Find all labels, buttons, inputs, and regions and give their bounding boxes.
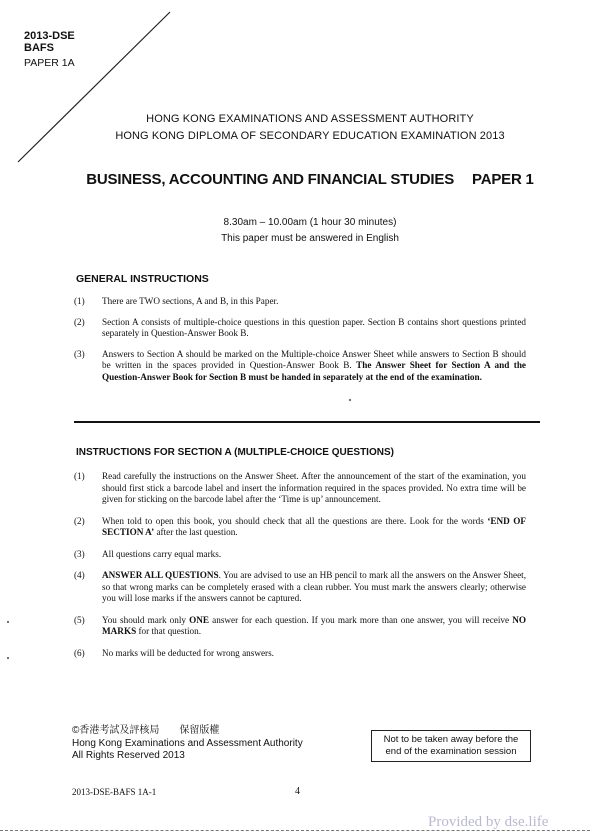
page-number: 4 bbox=[295, 786, 300, 797]
section-divider bbox=[74, 421, 540, 423]
footer-paper-code: 2013-DSE-BAFS 1A-1 bbox=[72, 787, 157, 797]
authority-heading bbox=[60, 111, 560, 145]
notice-line-2: end of the examination session bbox=[385, 746, 517, 757]
list-item: (2) Section A consists of multiple-choice questions in this question paper. Section B contains short questions printed separately in Question-Answer Book B. bbox=[74, 316, 526, 338]
page-title bbox=[60, 171, 560, 188]
list-item: (3) Answers to Section A should be marked on the Multiple-choice Answer Sheet while answers to Section B should be written in the spaces provided in Question-Answer Book B. The Answer Sheet for Section A and the Question-Answer Book for Section B must be handed in separately at the end of the examination. bbox=[74, 348, 527, 382]
authority-line-2: HONG KONG DIPLOMA OF SECONDARY EDUCATION EXAMINATION 2013 bbox=[115, 130, 505, 142]
copyright-english: Hong Kong Examinations and Assessment Authority bbox=[72, 737, 303, 749]
scan-speck bbox=[7, 621, 9, 623]
subject-title: BUSINESS, ACCOUNTING AND FINANCIAL STUDIES bbox=[86, 171, 455, 188]
list-item: (3) All questions carry equal marks. bbox=[74, 548, 222, 559]
copyright-block bbox=[72, 725, 303, 763]
exam-time: 8.30am – 10.00am (1 hour 30 minutes) bbox=[223, 217, 397, 228]
list-item: (6) No marks will be deducted for wrong answers. bbox=[74, 647, 274, 658]
paper-code-block bbox=[24, 30, 134, 69]
notice-line-1: Not to be taken away before the bbox=[383, 734, 519, 745]
scan-speck bbox=[7, 657, 9, 659]
list-item: (2) When told to open this book, you should check that all the questions are there. Look for the words ‘END OF SECTION A’ after the last question. bbox=[74, 515, 526, 537]
general-instructions-heading: GENERAL INSTRUCTIONS bbox=[76, 273, 209, 285]
exam-time-block bbox=[60, 215, 560, 247]
section-a-instructions-list bbox=[74, 471, 526, 669]
scan-edge-line bbox=[0, 830, 590, 831]
notice-box bbox=[371, 730, 531, 762]
list-item: (1) Read carefully the instructions on the Answer Sheet. After the announcement of the start of the examination, you should first stick a barcode label and insert the information required in the spaces provided. No extra time will be given for sticking on the barcode label after the ‘Time is up’ announcement. bbox=[74, 471, 526, 504]
general-instructions-list bbox=[74, 296, 526, 392]
section-a-heading: INSTRUCTIONS FOR SECTION A (MULTIPLE-CHOICE QUESTIONS) bbox=[76, 447, 394, 458]
authority-line-1: HONG KONG EXAMINATIONS AND ASSESSMENT AUTHORITY bbox=[146, 113, 474, 125]
list-item: (1) There are TWO sections, A and B, in this Paper. bbox=[74, 296, 279, 306]
subject-code: BAFS bbox=[24, 42, 54, 54]
scan-speck bbox=[349, 399, 351, 401]
exam-language: This paper must be answered in English bbox=[221, 233, 399, 244]
copyright-chinese: ©香港考試及評核局 保留版權 bbox=[72, 725, 220, 736]
paper-title: PAPER 1 bbox=[472, 171, 534, 188]
exam-year-code: 2013-DSE bbox=[24, 30, 75, 42]
paper-code: PAPER 1A bbox=[24, 57, 75, 69]
list-item: (4) ANSWER ALL QUESTIONS. You are advised to use an HB pencil to mark all the answers on the Answer Sheet, so that wrong marks can be completely erased with a clean rubber. You must mark the answers clearly; otherwise you will lose marks if the answers cannot be captured. bbox=[74, 570, 526, 603]
rights-reserved: All Rights Reserved 2013 bbox=[72, 750, 185, 761]
list-item: (5) You should mark only ONE answer for each question. If you mark more than one answer, you will receive NO MARKS for that question. bbox=[74, 614, 526, 636]
watermark-text: Provided by dse.life bbox=[428, 814, 549, 830]
